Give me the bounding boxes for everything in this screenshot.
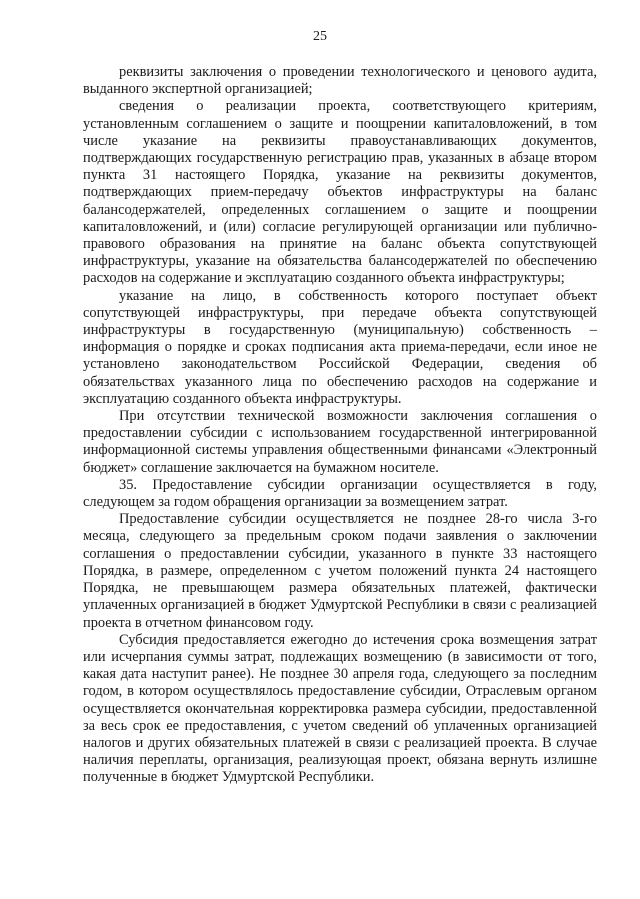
page-number: 25 (313, 29, 327, 44)
paragraph-clause-35: 35. Предоставление субсидии организации осуществляется в году, следующем за годом обращения организации за возмещением затрат. (83, 476, 597, 511)
paragraph-owner-info: указание на лицо, в собственность которого поступает объект сопутствующей инфраструктуры, при передаче объекта сопутствующей инфраструктуры в государственную (муниципальную) собственность – информация о порядке и сроках подписания акта приема-передачи, если иное не установлено законодательством Российской Федерации, сведения об обязательствах указанного лица по обеспечению расходов на содержание и эксплуатацию созданного объекта инфраструктуры. (83, 287, 597, 407)
paragraph-subsidy-deadline: Предоставление субсидии осуществляется не позднее 28-го числа 3-го месяца, следующего за предельным сроком подачи заявления о заключении соглашения о предоставлении субсидии, указанного в пункте 33 настоящего Порядка, в размере, определенном с учетом положений пункта 24 настоящего Порядка, не превышающем размера обязательных платежей, фактически уплаченных организацией в бюджет Удмуртской Республики в связи с реализацией проекта в отчетном финансовом году. (83, 511, 597, 631)
paragraph-paper-agreement: При отсутствии технической возможности заключения соглашения о предоставлении субсидии с использованием государственной интегрированной информационной системы управления общественными финансами «Электронный бюджет» соглашение заключается на бумажном носителе. (83, 408, 597, 476)
document-body (83, 64, 597, 787)
paragraph-project-info: сведения о реализации проекта, соответствующего критериям, установленным соглашением о защите и поощрении капиталовложений, в том числе указание на реквизиты правоустанавливающих документов, подтверждающих государственную регистрацию прав, указанных в абзаце втором пункта 31 настоящего Порядка, указание на реквизиты документов, подтверждающих прием-передачу объектов инфраструктуры на баланс балансодержателей, определенных соглашением о защите и поощрении капиталовложений, и (или) согласие регулирующей организации или публично-правового образования на принятие на баланс объекта сопутствующей инфраструктуры, указание на обязательства балансодержателей по обеспечению расходов на содержание и эксплуатацию созданного объекта инфраструктуры; (83, 98, 597, 287)
paragraph-subsidy-annual: Субсидия предоставляется ежегодно до истечения срока возмещения затрат или исчерпания суммы затрат, подлежащих возмещению (в зависимости от того, какая дата наступит ранее). Не позднее 30 апреля года, следующего за последним годом, в котором осуществлялось предоставление субсидии, Отраслевым органом осуществляется окончательная корректировка размера субсидии, предоставленной за весь срок ее предоставления, с учетом сведений об уплаченных организацией налогов и других обязательных платежей в связи с реализацией проекта. В случае наличия переплаты, организация, реализующая проект, обязана вернуть излишне полученные в бюджет Удмуртской Республики. (83, 631, 597, 786)
paragraph-audit-details: реквизиты заключения о проведении технологического и ценового аудита, выданного экспертной организацией; (83, 64, 597, 98)
